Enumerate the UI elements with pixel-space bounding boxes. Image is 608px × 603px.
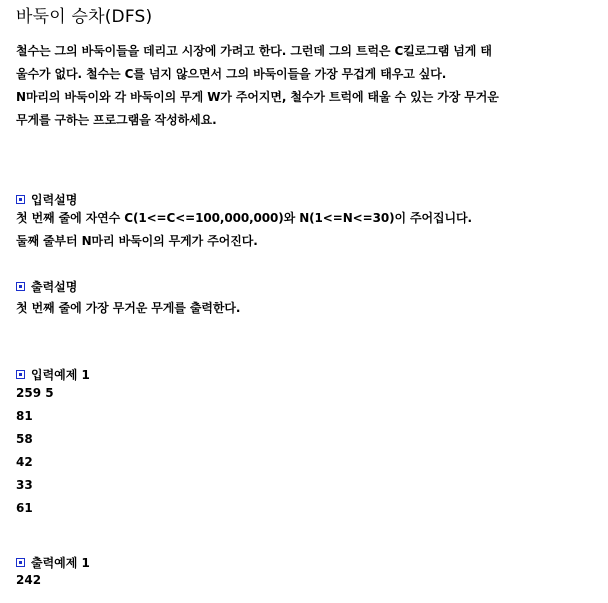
input-example-heading-label: 입력예제 1: [31, 368, 90, 382]
output-description-heading: [16, 278, 77, 295]
input-example-line: 61: [16, 501, 33, 515]
description-line: 울수가 없다. 철수는 C를 넘지 않으면서 그의 바둑이들을 가장 무겁게 태우고 싶다.: [16, 67, 447, 81]
input-example-line: 33: [16, 478, 33, 492]
output-example-line: 242: [16, 573, 42, 587]
input-example-line: 259 5: [16, 386, 54, 400]
description-line: 무게를 구하는 프로그램을 작성하세요.: [16, 113, 217, 127]
page-title: 바둑이 승차(DFS): [16, 7, 153, 27]
input-example: [16, 382, 54, 520]
square-bullet-icon: [16, 558, 25, 567]
square-bullet-icon: [16, 282, 25, 291]
output-example: [16, 569, 41, 592]
problem-description: [16, 40, 499, 132]
output-description-heading-label: 출력설명: [31, 280, 78, 294]
input-description-line: 둘째 줄부터 N마리 바둑이의 무게가 주어진다.: [16, 234, 258, 248]
square-bullet-icon: [16, 370, 25, 379]
output-description-line: 첫 번째 줄에 가장 무거운 무게를 출력한다.: [16, 301, 241, 315]
input-example-heading: [16, 366, 90, 383]
input-example-line: 42: [16, 455, 33, 469]
input-example-line: 58: [16, 432, 33, 446]
description-line: N마리의 바둑이와 각 바둑이의 무게 W가 주어지면, 철수가 트럭에 태울 수 있는 가장 무거운: [16, 90, 499, 104]
output-description: [16, 297, 240, 320]
description-line: 철수는 그의 바둑이들을 데리고 시장에 가려고 한다. 그런데 그의 트럭은 C킬로그램 넘게 태: [16, 44, 492, 58]
input-description: [16, 207, 472, 253]
input-description-heading-label: 입력설명: [31, 193, 78, 207]
input-description-line: 첫 번째 줄에 자연수 C(1<=C<=100,000,000)와 N(1<=N<=30)이 주어집니다.: [16, 211, 472, 225]
input-description-heading: [16, 191, 77, 208]
input-example-line: 81: [16, 409, 33, 423]
square-bullet-icon: [16, 195, 25, 204]
output-example-heading-label: 출력예제 1: [31, 556, 90, 570]
